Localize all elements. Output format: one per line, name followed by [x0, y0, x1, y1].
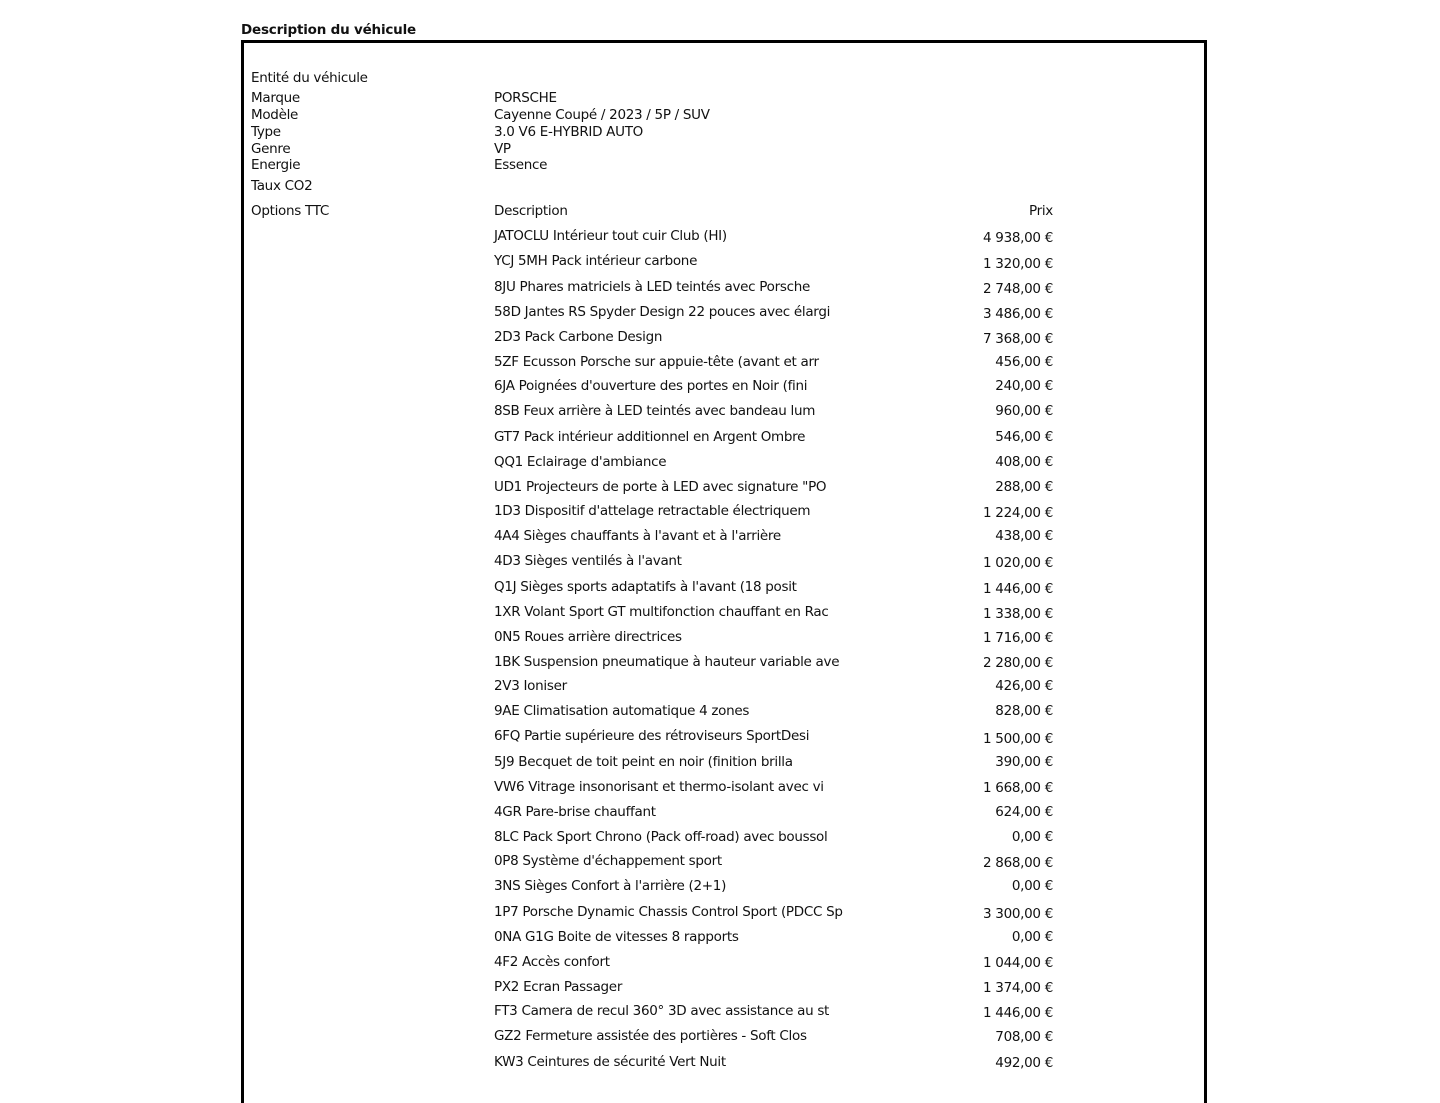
option-price: 828,00 €	[995, 703, 1053, 719]
option-price: 456,00 €	[995, 354, 1053, 370]
option-price: 1 374,00 €	[983, 980, 1053, 996]
options-header-description: Description	[494, 203, 568, 219]
option-description: 0P8 Système d'échappement sport	[494, 853, 722, 869]
option-price: 1 500,00 €	[983, 731, 1053, 747]
option-description: 1BK Suspension pneumatique à hauteur variable ave	[494, 654, 840, 670]
option-price: 2 868,00 €	[983, 855, 1053, 871]
option-price: 1 020,00 €	[983, 555, 1053, 571]
option-price: 1 446,00 €	[983, 1005, 1053, 1021]
option-description: 6FQ Partie supérieure des rétroviseurs SportDesi	[494, 728, 810, 744]
option-description: 5J9 Becquet de toit peint en noir (finition brilla	[494, 754, 793, 770]
option-description: 1XR Volant Sport GT multifonction chauffant en Rac	[494, 604, 829, 620]
option-price: 3 486,00 €	[983, 306, 1053, 322]
option-description: 58D Jantes RS Spyder Design 22 pouces avec élargi	[494, 304, 831, 320]
option-price: 1 446,00 €	[983, 581, 1053, 597]
option-description: 2D3 Pack Carbone Design	[494, 329, 663, 345]
option-price: 0,00 €	[1011, 929, 1053, 945]
section-title: Description du véhicule	[241, 22, 416, 38]
option-description: 4GR Pare-brise chauffant	[494, 804, 656, 820]
option-price: 7 368,00 €	[983, 331, 1053, 347]
option-description: YCJ 5MH Pack intérieur carbone	[494, 253, 698, 269]
option-price: 4 938,00 €	[983, 230, 1053, 246]
option-description: 1D3 Dispositif d'attelage retractable électriquem	[494, 503, 811, 519]
option-price: 1 338,00 €	[983, 606, 1053, 622]
option-price: 288,00 €	[995, 479, 1053, 495]
option-description: 8LC Pack Sport Chrono (Pack off-road) avec boussol	[494, 829, 828, 845]
option-price: 408,00 €	[995, 454, 1053, 470]
option-price: 426,00 €	[995, 678, 1053, 694]
option-description: QQ1 Eclairage d'ambiance	[494, 454, 667, 470]
option-price: 240,00 €	[995, 378, 1053, 394]
option-price: 1 716,00 €	[983, 630, 1053, 646]
option-description: FT3 Camera de recul 360° 3D avec assistance au st	[494, 1003, 830, 1019]
vehicle-entity-label: Entité du véhicule	[251, 70, 368, 86]
option-description: 4A4 Sièges chauffants à l'avant et à l'arrière	[494, 528, 781, 544]
option-price: 1 668,00 €	[983, 780, 1053, 796]
type-label: Type	[251, 124, 281, 140]
option-description: 9AE Climatisation automatique 4 zones	[494, 703, 750, 719]
option-price: 2 748,00 €	[983, 281, 1053, 297]
option-price: 1 044,00 €	[983, 955, 1053, 971]
option-description: 6JA Poignées d'ouverture des portes en Noir (fini	[494, 378, 808, 394]
option-description: JATOCLU Intérieur tout cuir Club (HI)	[494, 228, 727, 244]
option-price: 438,00 €	[995, 528, 1053, 544]
option-description: 8JU Phares matriciels à LED teintés avec Porsche	[494, 279, 810, 295]
option-description: KW3 Ceintures de sécurité Vert Nuit	[494, 1054, 726, 1070]
options-label: Options TTC	[251, 203, 329, 219]
options-header-price: Prix	[1029, 203, 1053, 219]
option-price: 2 280,00 €	[983, 655, 1053, 671]
option-description: Q1J Sièges sports adaptatifs à l'avant (18 posit	[494, 579, 797, 595]
option-description: UD1 Projecteurs de porte à LED avec signature "PO	[494, 479, 827, 495]
option-price: 0,00 €	[1011, 878, 1053, 894]
genre-value: VP	[494, 141, 511, 157]
type-value: 3.0 V6 E-HYBRID AUTO	[494, 124, 643, 140]
option-price: 3 300,00 €	[983, 906, 1053, 922]
genre-label: Genre	[251, 141, 291, 157]
option-description: GT7 Pack intérieur additionnel en Argent Ombre	[494, 429, 806, 445]
option-description: 0N5 Roues arrière directrices	[494, 629, 682, 645]
brand-label: Marque	[251, 90, 300, 106]
option-description: 8SB Feux arrière à LED teintés avec bandeau lum	[494, 403, 816, 419]
co2-label: Taux CO2	[251, 178, 313, 194]
option-price: 390,00 €	[995, 754, 1053, 770]
option-price: 624,00 €	[995, 804, 1053, 820]
option-description: GZ2 Fermeture assistée des portières - Soft Clos	[494, 1028, 807, 1044]
energy-label: Energie	[251, 157, 301, 173]
option-price: 960,00 €	[995, 403, 1053, 419]
option-description: 5ZF Ecusson Porsche sur appuie-tête (avant et arr	[494, 354, 819, 370]
option-description: 1P7 Porsche Dynamic Chassis Control Sport (PDCC Sp	[494, 904, 843, 920]
option-price: 1 224,00 €	[983, 505, 1053, 521]
option-description: 4D3 Sièges ventilés à l'avant	[494, 553, 682, 569]
option-price: 0,00 €	[1011, 829, 1053, 845]
energy-value: Essence	[494, 157, 548, 173]
model-value: Cayenne Coupé / 2023 / 5P / SUV	[494, 107, 710, 123]
option-price: 546,00 €	[995, 429, 1053, 445]
option-description: 3NS Sièges Confort à l'arrière (2+1)	[494, 878, 727, 894]
option-description: 4F2 Accès confort	[494, 954, 610, 970]
brand-value: PORSCHE	[494, 90, 557, 106]
option-description: VW6 Vitrage insonorisant et thermo-isolant avec vi	[494, 779, 824, 795]
option-price: 492,00 €	[995, 1055, 1053, 1071]
option-price: 1 320,00 €	[983, 256, 1053, 272]
option-description: 0NA G1G Boite de vitesses 8 rapports	[494, 929, 739, 945]
option-description: PX2 Ecran Passager	[494, 979, 623, 995]
model-label: Modèle	[251, 107, 299, 123]
option-description: 2V3 Ioniser	[494, 678, 567, 694]
option-price: 708,00 €	[995, 1029, 1053, 1045]
